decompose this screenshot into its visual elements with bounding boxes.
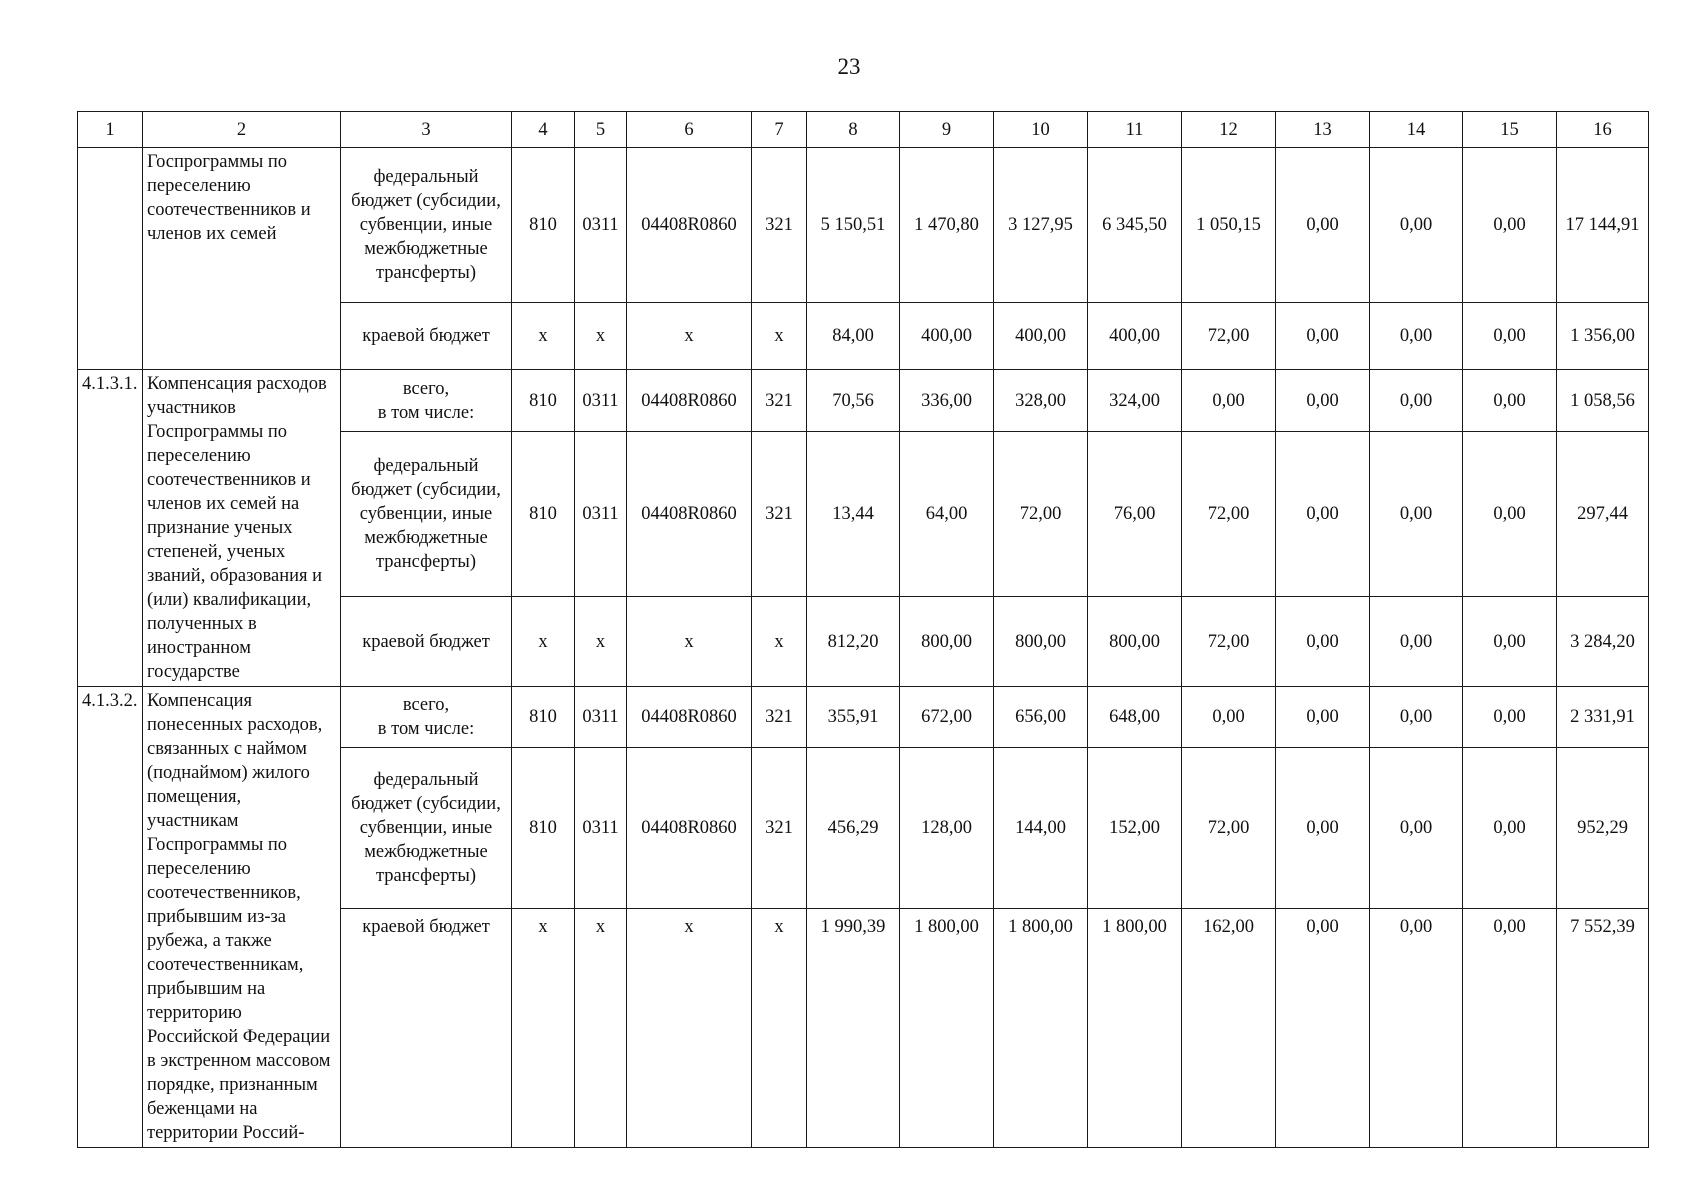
value-cell: 76,00 [1088, 432, 1182, 597]
value-cell: 0,00 [1463, 148, 1557, 303]
value-cell: 1 800,00 [900, 908, 994, 1147]
column-header: 2 [143, 112, 341, 148]
page-number: 23 [837, 54, 861, 79]
funding-source: всего, в том числе: [341, 370, 512, 432]
value-cell: 324,00 [1088, 370, 1182, 432]
value-cell: 0,00 [1370, 432, 1463, 597]
column-header: 14 [1370, 112, 1463, 148]
value-cell: 0,00 [1276, 597, 1370, 687]
rzpr-code: 0311 [575, 370, 627, 432]
value-cell: 648,00 [1088, 687, 1182, 748]
csr-code: 04408R0860 [627, 432, 752, 597]
value-cell: 336,00 [900, 370, 994, 432]
rzpr-code: x [575, 597, 627, 687]
csr-code: 04408R0860 [627, 747, 752, 908]
value-cell: 0,00 [1463, 747, 1557, 908]
value-cell: 0,00 [1276, 747, 1370, 908]
total-cell: 952,29 [1557, 747, 1649, 908]
value-cell: 84,00 [807, 303, 900, 370]
column-header: 4 [512, 112, 575, 148]
value-cell: 1 990,39 [807, 908, 900, 1147]
vr-code: 321 [752, 370, 807, 432]
total-cell: 297,44 [1557, 432, 1649, 597]
value-cell: 72,00 [994, 432, 1088, 597]
value-cell: 0,00 [1370, 597, 1463, 687]
total-cell: 7 552,39 [1557, 908, 1649, 1147]
value-cell: 0,00 [1276, 687, 1370, 748]
column-header: 16 [1557, 112, 1649, 148]
grbs-code: 810 [512, 432, 575, 597]
item-number: 4.1.3.2. [78, 687, 143, 1148]
value-cell: 1 800,00 [994, 908, 1088, 1147]
total-cell: 17 144,91 [1557, 148, 1649, 303]
total-cell: 2 331,91 [1557, 687, 1649, 748]
vr-code: x [752, 303, 807, 370]
grbs-code: 810 [512, 148, 575, 303]
column-header: 7 [752, 112, 807, 148]
value-cell: 656,00 [994, 687, 1088, 748]
value-cell: 3 127,95 [994, 148, 1088, 303]
csr-code: x [627, 303, 752, 370]
value-cell: 1 050,15 [1182, 148, 1276, 303]
column-header: 15 [1463, 112, 1557, 148]
value-cell: 0,00 [1463, 908, 1557, 1147]
grbs-code: 810 [512, 370, 575, 432]
value-cell: 0,00 [1276, 148, 1370, 303]
csr-code: 04408R0860 [627, 148, 752, 303]
csr-code: 04408R0860 [627, 370, 752, 432]
value-cell: 72,00 [1182, 597, 1276, 687]
value-cell: 672,00 [900, 687, 994, 748]
csr-code: 04408R0860 [627, 687, 752, 748]
rzpr-code: 0311 [575, 432, 627, 597]
value-cell: 0,00 [1370, 687, 1463, 748]
value-cell: 152,00 [1088, 747, 1182, 908]
item-name: Госпрограммы по переселению соотечественников и членов их семей [143, 148, 341, 370]
csr-code: x [627, 908, 752, 1147]
value-cell: 144,00 [994, 747, 1088, 908]
value-cell: 355,91 [807, 687, 900, 748]
value-cell: 0,00 [1370, 303, 1463, 370]
rzpr-code: 0311 [575, 687, 627, 748]
item-number: 4.1.3.1. [78, 370, 143, 687]
value-cell: 0,00 [1276, 370, 1370, 432]
value-cell: 800,00 [1088, 597, 1182, 687]
value-cell: 72,00 [1182, 432, 1276, 597]
total-cell: 1 356,00 [1557, 303, 1649, 370]
value-cell: 128,00 [900, 747, 994, 908]
value-cell: 5 150,51 [807, 148, 900, 303]
column-header: 13 [1276, 112, 1370, 148]
value-cell: 0,00 [1276, 432, 1370, 597]
item-name: Компенсация расходов участников Госпрограммы по переселению соотечественников и членов их семей на признание ученых степеней, ученых званий, образования и (или) квалификации, полученных в иностранном государстве [143, 370, 341, 687]
value-cell: 72,00 [1182, 303, 1276, 370]
value-cell: 800,00 [994, 597, 1088, 687]
value-cell: 0,00 [1182, 370, 1276, 432]
value-cell: 328,00 [994, 370, 1088, 432]
value-cell: 70,56 [807, 370, 900, 432]
total-cell: 3 284,20 [1557, 597, 1649, 687]
rzpr-code: x [575, 908, 627, 1147]
grbs-code: 810 [512, 687, 575, 748]
value-cell: 400,00 [1088, 303, 1182, 370]
column-header: 6 [627, 112, 752, 148]
funding-source: федеральный бюджет (субсидии, субвенции, иные межбюджетные трансферты) [341, 432, 512, 597]
funding-source: федеральный бюджет (субсидии, субвенции, иные межбюджетные трансферты) [341, 148, 512, 303]
value-cell: 456,29 [807, 747, 900, 908]
column-header: 3 [341, 112, 512, 148]
value-cell: 1 470,80 [900, 148, 994, 303]
column-header: 11 [1088, 112, 1182, 148]
grbs-code: 810 [512, 747, 575, 908]
value-cell: 800,00 [900, 597, 994, 687]
vr-code: 321 [752, 432, 807, 597]
value-cell: 0,00 [1463, 597, 1557, 687]
grbs-code: x [512, 303, 575, 370]
value-cell: 0,00 [1370, 370, 1463, 432]
value-cell: 1 800,00 [1088, 908, 1182, 1147]
grbs-code: x [512, 908, 575, 1147]
value-cell: 0,00 [1276, 303, 1370, 370]
item-number [78, 148, 143, 370]
value-cell: 0,00 [1463, 432, 1557, 597]
value-cell: 162,00 [1182, 908, 1276, 1147]
value-cell: 0,00 [1370, 747, 1463, 908]
total-cell: 1 058,56 [1557, 370, 1649, 432]
value-cell: 812,20 [807, 597, 900, 687]
column-header: 9 [900, 112, 994, 148]
value-cell: 400,00 [900, 303, 994, 370]
vr-code: x [752, 908, 807, 1147]
value-cell: 0,00 [1463, 303, 1557, 370]
value-cell: 400,00 [994, 303, 1088, 370]
header-row [78, 112, 1649, 148]
value-cell: 0,00 [1463, 370, 1557, 432]
vr-code: 321 [752, 687, 807, 748]
value-cell: 0,00 [1276, 908, 1370, 1147]
value-cell: 0,00 [1370, 148, 1463, 303]
funding-source: краевой бюджет [341, 303, 512, 370]
rzpr-code: 0311 [575, 747, 627, 908]
value-cell: 0,00 [1463, 687, 1557, 748]
csr-code: x [627, 597, 752, 687]
rzpr-code: 0311 [575, 148, 627, 303]
item-name: Компенсация понесенных расходов, связанных с наймом (поднаймом) жилого помещения, участникам Госпрограммы по переселению соотечественников, прибывшим из-за рубежа, а также соотечественникам, прибывшим на территорию Российской Федерации в экстренном массовом порядке, признанным беженцами на территории Россий- [143, 687, 341, 1148]
budget-table [77, 111, 1649, 1148]
rzpr-code: x [575, 303, 627, 370]
vr-code: x [752, 597, 807, 687]
value-cell: 13,44 [807, 432, 900, 597]
vr-code: 321 [752, 148, 807, 303]
value-cell: 0,00 [1182, 687, 1276, 748]
funding-source: краевой бюджет [341, 597, 512, 687]
grbs-code: x [512, 597, 575, 687]
column-header: 12 [1182, 112, 1276, 148]
funding-source: всего, в том числе: [341, 687, 512, 748]
value-cell: 0,00 [1370, 908, 1463, 1147]
table-row [78, 687, 1649, 748]
column-header: 1 [78, 112, 143, 148]
table-row [78, 370, 1649, 432]
funding-source: краевой бюджет [341, 908, 512, 1147]
column-header: 8 [807, 112, 900, 148]
vr-code: 321 [752, 747, 807, 908]
funding-source: федеральный бюджет (субсидии, субвенции, иные межбюджетные трансферты) [341, 747, 512, 908]
value-cell: 64,00 [900, 432, 994, 597]
table-row [78, 148, 1649, 303]
value-cell: 72,00 [1182, 747, 1276, 908]
value-cell: 6 345,50 [1088, 148, 1182, 303]
column-header: 10 [994, 112, 1088, 148]
column-header: 5 [575, 112, 627, 148]
